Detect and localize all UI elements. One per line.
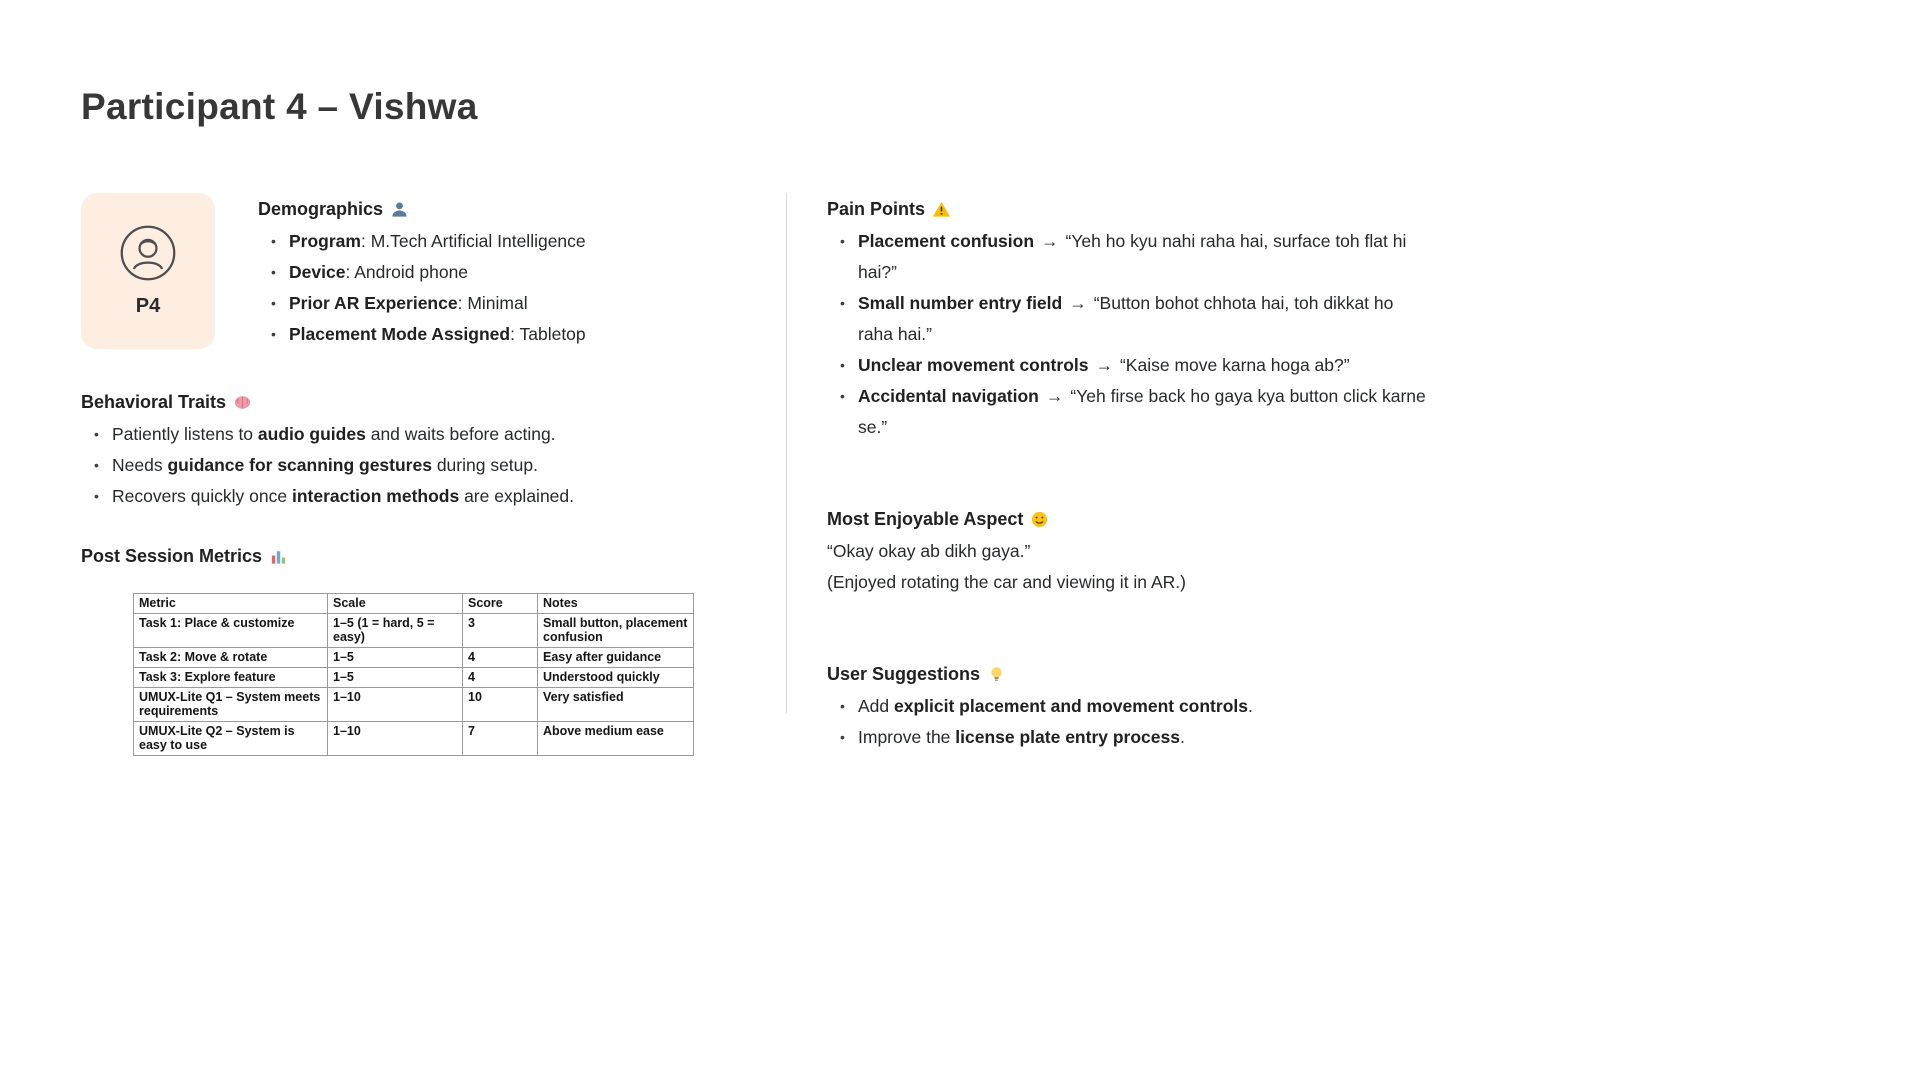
suggestion-text: .: [1247, 696, 1253, 716]
arrow-icon: →: [1095, 355, 1113, 375]
suggestion-bold: license plate entry process: [955, 727, 1180, 747]
table-cell: Small button, placement confusion: [538, 614, 694, 648]
suggestion-bold: explicit placement and movement controls: [894, 696, 1248, 716]
trait-bold: guidance for scanning gestures: [167, 455, 432, 475]
table-cell: Easy after guidance: [538, 648, 694, 668]
table-cell: Understood quickly: [538, 668, 694, 688]
table-cell: 3: [463, 614, 538, 648]
demographics-heading: [258, 196, 698, 222]
user-suggestions-list: [827, 691, 1427, 753]
trait-text: and waits before acting.: [365, 424, 556, 444]
list-item: [94, 481, 731, 512]
suggestion-text: Improve the: [858, 727, 956, 747]
table-cell: Task 1: Place & customize: [134, 614, 328, 648]
brain-icon: [233, 393, 252, 412]
pain-quote: “Yeh ho kyu nahi raha hai, surface toh flat hi hai?”: [858, 231, 1407, 282]
table-cell: Above medium ease: [538, 722, 694, 756]
warning-icon: [932, 200, 951, 219]
behavioral-traits-list: [81, 419, 731, 512]
demo-value: : Minimal: [457, 293, 528, 313]
most-enjoyable-heading-text: Most Enjoyable Aspect: [827, 509, 1024, 529]
quote-line: “Okay okay ab dikh gaya.”: [827, 541, 1031, 561]
table-cell: Task 3: Explore feature: [134, 668, 328, 688]
table-row: [134, 668, 694, 688]
table-row: [134, 688, 694, 722]
suggestion-text: .: [1179, 727, 1185, 747]
table-cell: 7: [463, 722, 538, 756]
pain-points-section: [827, 196, 1427, 443]
bar-chart-icon: [269, 547, 288, 566]
pain-term: Accidental navigation: [858, 386, 1039, 406]
arrow-icon: →: [1069, 293, 1087, 313]
list-item: [271, 319, 698, 350]
demo-value: : Android phone: [345, 262, 469, 282]
participant-avatar-card: [81, 193, 215, 349]
pain-quote: “Button bohot chhota hai, toh dikkat ho raha hai.”: [858, 293, 1394, 344]
demo-label: Prior AR Experience: [289, 293, 458, 313]
pain-points-list: [827, 226, 1427, 443]
person-icon: [390, 200, 409, 219]
table-header-cell: Notes: [538, 594, 694, 614]
metrics-table: [133, 593, 694, 756]
table-cell: UMUX-Lite Q2 – System is easy to use: [134, 722, 328, 756]
table-cell: Task 2: Move & rotate: [134, 648, 328, 668]
table-header-cell: Metric: [134, 594, 328, 614]
post-session-metrics-heading-text: Post Session Metrics: [81, 546, 263, 566]
behavioral-traits-heading: [81, 389, 731, 415]
pain-quote: “Yeh firse back ho gaya kya button click karne se.”: [858, 386, 1426, 437]
post-session-metrics-section: [81, 543, 741, 756]
table-cell: 1–5: [328, 648, 463, 668]
trait-bold: interaction methods: [291, 486, 460, 506]
trait-text: Needs: [112, 455, 168, 475]
table-header-cell: Scale: [328, 594, 463, 614]
trait-text: Patiently listens to: [112, 424, 258, 444]
user-suggestions-heading-text: User Suggestions: [827, 664, 981, 684]
most-enjoyable-section: [827, 506, 1427, 598]
table-cell: 1–10: [328, 722, 463, 756]
table-cell: 4: [463, 668, 538, 688]
list-item: [271, 257, 698, 288]
most-enjoyable-heading: [827, 506, 1427, 532]
list-item: [840, 350, 1427, 381]
pain-points-heading: [827, 196, 1427, 222]
list-item: [271, 288, 698, 319]
demographics-list: [258, 226, 698, 350]
list-item: [840, 381, 1427, 443]
user-suggestions-heading: [827, 661, 1427, 687]
table-cell: 1–5: [328, 668, 463, 688]
bulb-icon: [987, 665, 1006, 684]
list-item: [94, 450, 731, 481]
note-line: (Enjoyed rotating the car and viewing it in AR.): [827, 572, 1186, 592]
participant-id: P4: [135, 295, 161, 317]
list-item: [840, 691, 1427, 722]
pain-term: Unclear movement controls: [858, 355, 1089, 375]
trait-text: are explained.: [459, 486, 575, 506]
demo-value: : M.Tech Artificial Intelligence: [360, 231, 586, 251]
table-header-cell: Score: [463, 594, 538, 614]
post-session-metrics-heading: [81, 543, 741, 569]
arrow-icon: →: [1045, 386, 1064, 406]
user-suggestions-section: [827, 661, 1427, 753]
table-header-row: [134, 594, 694, 614]
demo-label: Program: [289, 231, 361, 251]
page-title: Participant 4 – Vishwa: [81, 86, 478, 127]
trait-text: during setup.: [431, 455, 538, 475]
pain-term: Placement confusion: [858, 231, 1035, 251]
list-item: [94, 419, 731, 450]
table-cell: 1–5 (1 = hard, 5 = easy): [328, 614, 463, 648]
table-row: [134, 614, 694, 648]
smile-icon: [1030, 510, 1049, 529]
list-item: [840, 722, 1427, 753]
most-enjoyable-body: [827, 536, 1427, 598]
table-cell: UMUX-Lite Q1 – System meets requirements: [134, 688, 328, 722]
demo-label: Device: [289, 262, 346, 282]
behavioral-traits-section: [81, 389, 731, 512]
behavioral-traits-heading-text: Behavioral Traits: [81, 392, 227, 412]
trait-text: Recovers quickly once: [112, 486, 292, 506]
list-item: [271, 226, 698, 257]
list-item: [840, 226, 1427, 288]
suggestion-text: Add: [858, 696, 894, 716]
person-avatar-icon: [118, 223, 178, 283]
table-cell: 1–10: [328, 688, 463, 722]
column-divider: [786, 193, 787, 713]
arrow-icon: →: [1041, 231, 1059, 251]
demo-value: : Tabletop: [510, 324, 586, 344]
table-row: [134, 722, 694, 756]
table-cell: 4: [463, 648, 538, 668]
list-item: [840, 288, 1427, 350]
table-cell: Very satisfied: [538, 688, 694, 722]
demographics-heading-text: Demographics: [258, 199, 384, 219]
table-cell: 10: [463, 688, 538, 722]
pain-term: Small number entry field: [858, 293, 1063, 313]
demo-label: Placement Mode Assigned: [289, 324, 511, 344]
demographics-section: [258, 196, 698, 350]
trait-bold: audio guides: [257, 424, 366, 444]
pain-points-heading-text: Pain Points: [827, 199, 926, 219]
pain-quote: “Kaise move karna hoga ab?”: [1119, 355, 1350, 375]
table-row: [134, 648, 694, 668]
